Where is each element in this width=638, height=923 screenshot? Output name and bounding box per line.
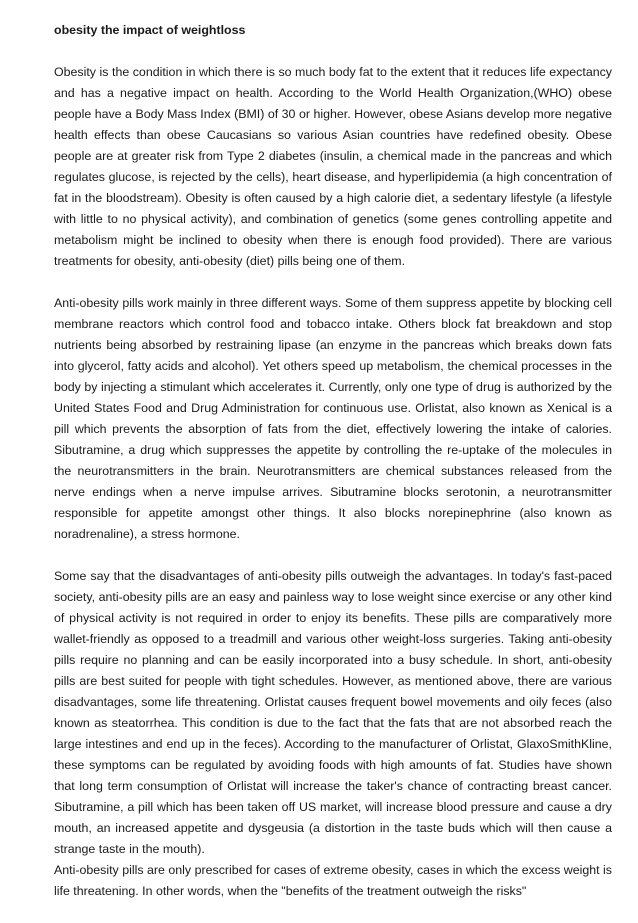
paragraph-disadvantages: Some say that the disadvantages of anti-obesity pills outweigh the advantages. In today's fast-paced society, anti-obesity pills are an easy and painless way to lose weight since exercise or any other kind of physical activity is not required in order to enjoy its benefits. These pills are comparatively more wallet-friendly as opposed to a treadmill and various other weight-loss surgeries. Taking anti-obesity pills require no planning and can be easily incorporated into a busy schedule. In short, anti-obesity pills are best suited for people with tight schedules. However, as mentioned above, there are various disadvantages, some life threatening. Orlistat causes frequent bowel movements and oily feces (also known as steatorrhea. This condition is due to the fact that the fats that are not absorbed reach the large intestines and end up in the feces). According to the manufacturer of Orlistat, GlaxoSmithKline, these symptoms can be regulated by avoiding foods with high amounts of fat. Studies have shown that long term consumption of Orlistat will increase the taker's chance of contracting breast cancer. Sibutramine, a pill which has been taken off US market, will increase blood pressure and cause a dry mouth, an increased appetite and dysgeusia (a distortion in the taste buds which will then cause a strange taste in the mouth). <box>54 569 612 856</box>
paragraph-obesity-definition: Obesity is the condition in which there is so much body fat to the extent that it reduces life expectancy and has a negative impact on health. According to the World Health Organization,(WHO) obese people have a Body Mass Index (BMI) of 30 or higher. However, obese Asians develop more negative health effects than obese Caucasians so various Asian countries have redefined obesity. Obese people are at greater risk from Type 2 diabetes (insulin, a chemical made in the pancreas and which regulates glucose, is rejected by the cells), heart disease, and hyperlipidemia (a high concentration of fat in the bloodstream). Obesity is often caused by a high calorie diet, a sedentary lifestyle (a lifestyle with little to no physical activity), and combination of genetics (some genes controlling appetite and metabolism might be inclined to obesity when there is enough food provided). There are various treatments for obesity, anti-obesity (diet) pills being one of them. <box>54 65 612 268</box>
document-page <box>54 20 612 923</box>
paragraph-prescription: Anti-obesity pills are only prescribed for cases of extreme obesity, cases in which the excess weight is life threatening. In other words, when the "benefits of the treatment outweigh the risks" <box>54 863 612 898</box>
paragraph-how-pills-work: Anti-obesity pills work mainly in three different ways. Some of them suppress appetite by blocking cell membrane reactors which control food and tobacco intake. Others block fat breakdown and stop nutrients being absorbed by restraining lipase (an enzyme in the pancreas which breaks down fats into glycerol, fatty acids and alcohol). Yet others speed up metabolism, the chemical processes in the body by injecting a stimulant which accelerates it. Currently, only one type of drug is authorized by the United States Food and Drug Administration for continuous use. Orlistat, also known as Xenical is a pill which prevents the absorption of fats from the diet, effectively lowering the intake of calories. Sibutramine, a drug which suppresses the appetite by controlling the re-uptake of the molecules in the neurotransmitters in the brain. Neurotransmitters are chemical substances released from the nerve endings when a nerve impulse arrives. Sibutramine blocks serotonin, a neurotransmitter responsible for appetite amongst other things. It also blocks norepinephrine (also known as noradrenaline), a stress hormone. <box>54 296 612 541</box>
document-title: obesity the impact of weightloss <box>54 23 246 37</box>
